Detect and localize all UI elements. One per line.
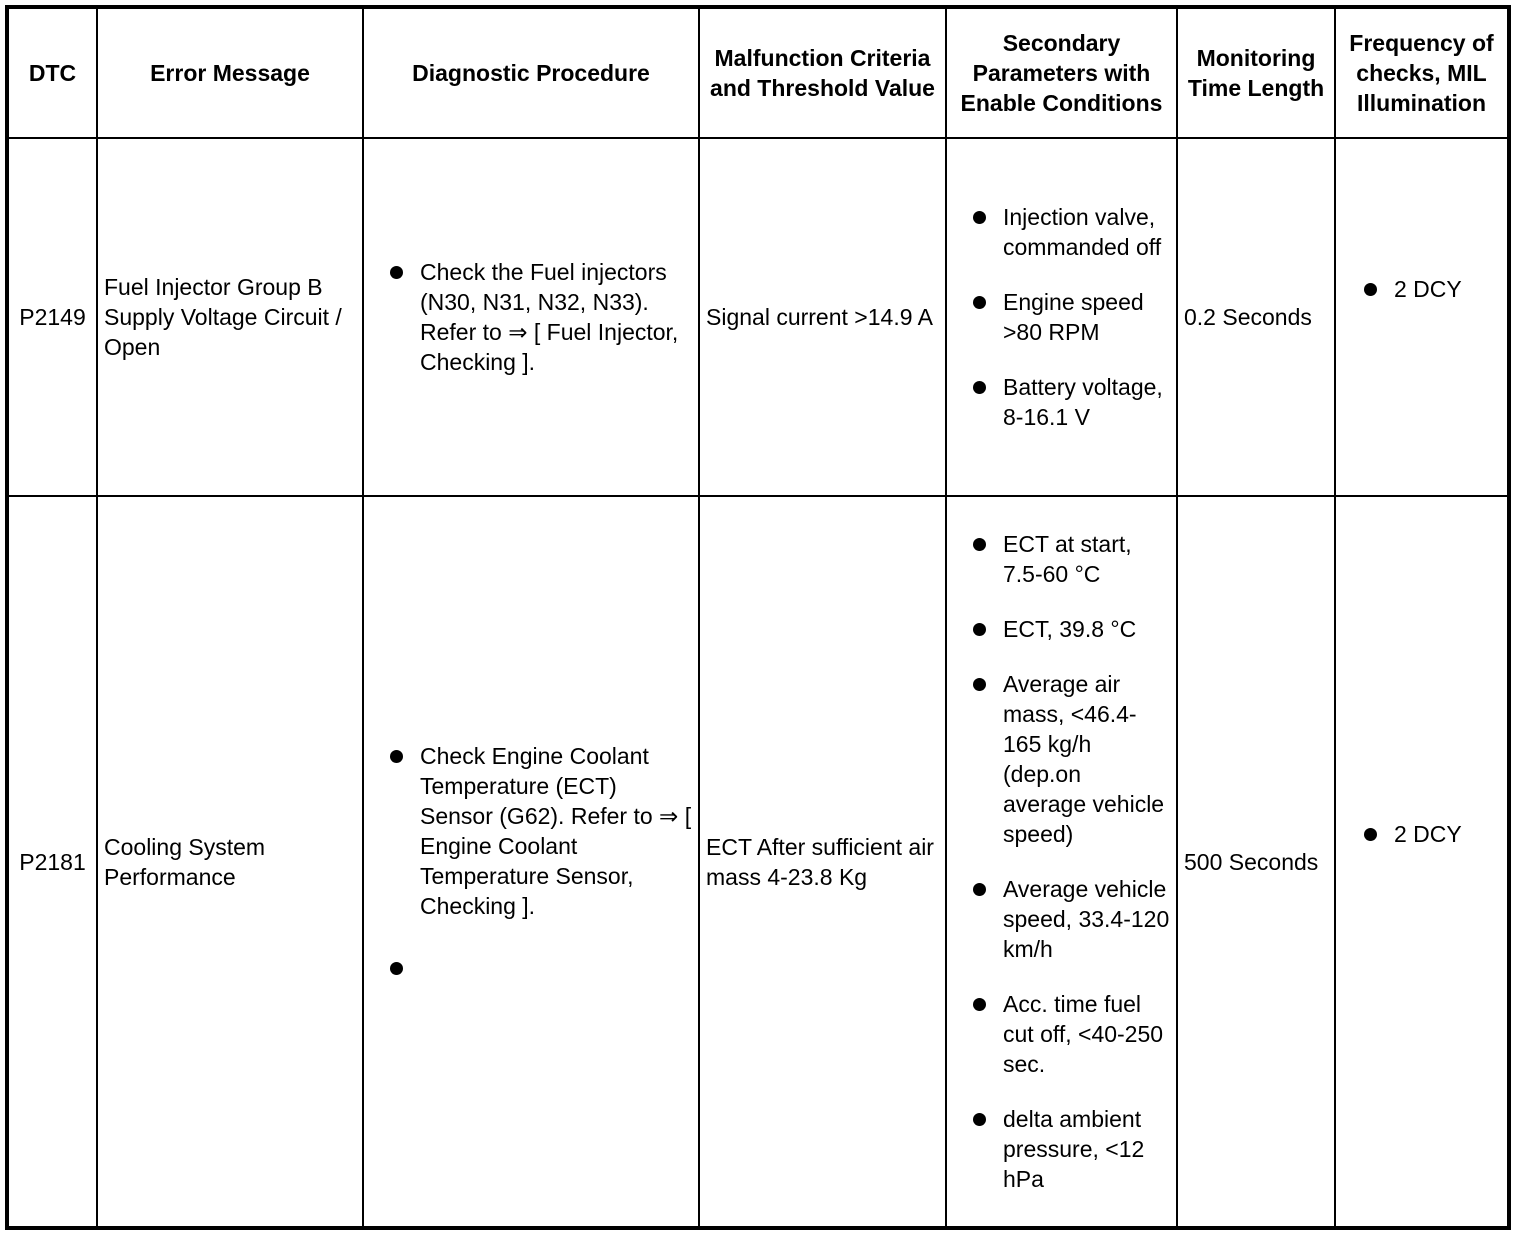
header-dtc: DTC xyxy=(7,7,97,138)
dtc-table xyxy=(5,5,1511,1230)
header-frequency: Frequency of checks, MIL Illumination xyxy=(1335,7,1509,138)
header-malfunction-criteria: Malfunction Criteria and Threshold Value xyxy=(699,7,946,138)
secondary-item: Acc. time fuel cut off, <40-250 sec. xyxy=(953,989,1170,1079)
frequency xyxy=(1335,138,1509,496)
header-secondary-parameters: Secondary Parameters with Enable Conditions xyxy=(946,7,1177,138)
frequency-item: 2 DCY xyxy=(1342,274,1501,304)
malfunction-criteria: Signal current >14.9 A xyxy=(699,138,946,496)
monitoring-time: 500 Seconds xyxy=(1177,496,1335,1228)
procedure-item: Check the Fuel injectors (N30, N31, N32, N33). Refer to ⇒ [ Fuel Injector, Checking ]. xyxy=(370,257,692,377)
error-message: Cooling System Performance xyxy=(97,496,363,1228)
header-row xyxy=(7,7,1509,138)
header-monitoring-time: Monitoring Time Length xyxy=(1177,7,1335,138)
diagnostic-procedure xyxy=(363,496,699,1228)
secondary-item: Battery voltage, 8-16.1 V xyxy=(953,372,1170,432)
procedure-item-empty xyxy=(370,953,692,983)
secondary-parameters xyxy=(946,496,1177,1228)
secondary-item: delta ambient pressure, <12 hPa xyxy=(953,1104,1170,1194)
header-error-message: Error Message xyxy=(97,7,363,138)
monitoring-time: 0.2 Seconds xyxy=(1177,138,1335,496)
secondary-item: Average air mass, <46.4-165 kg/h (dep.on average vehicle speed) xyxy=(953,669,1170,849)
dtc-code: P2149 xyxy=(7,138,97,496)
table-row xyxy=(7,496,1509,1228)
secondary-item: Injection valve, commanded off xyxy=(953,202,1170,262)
secondary-parameters xyxy=(946,138,1177,496)
dtc-code: P2181 xyxy=(7,496,97,1228)
frequency xyxy=(1335,496,1509,1228)
secondary-item: ECT at start, 7.5-60 °C xyxy=(953,529,1170,589)
procedure-item: Check Engine Coolant Temperature (ECT) Sensor (G62). Refer to ⇒ [ Engine Coolant Temperature Sensor, Checking ]. xyxy=(370,741,692,921)
diagnostic-procedure xyxy=(363,138,699,496)
frequency-item: 2 DCY xyxy=(1342,819,1501,849)
secondary-item: Engine speed >80 RPM xyxy=(953,287,1170,347)
header-diagnostic-procedure: Diagnostic Procedure xyxy=(363,7,699,138)
document-page xyxy=(5,5,1511,1230)
error-message: Fuel Injector Group B Supply Voltage Circuit / Open xyxy=(97,138,363,496)
secondary-item: Average vehicle speed, 33.4-120 km/h xyxy=(953,874,1170,964)
table-row xyxy=(7,138,1509,496)
malfunction-criteria: ECT After sufficient air mass 4-23.8 Kg xyxy=(699,496,946,1228)
secondary-item: ECT, 39.8 °C xyxy=(953,614,1170,644)
